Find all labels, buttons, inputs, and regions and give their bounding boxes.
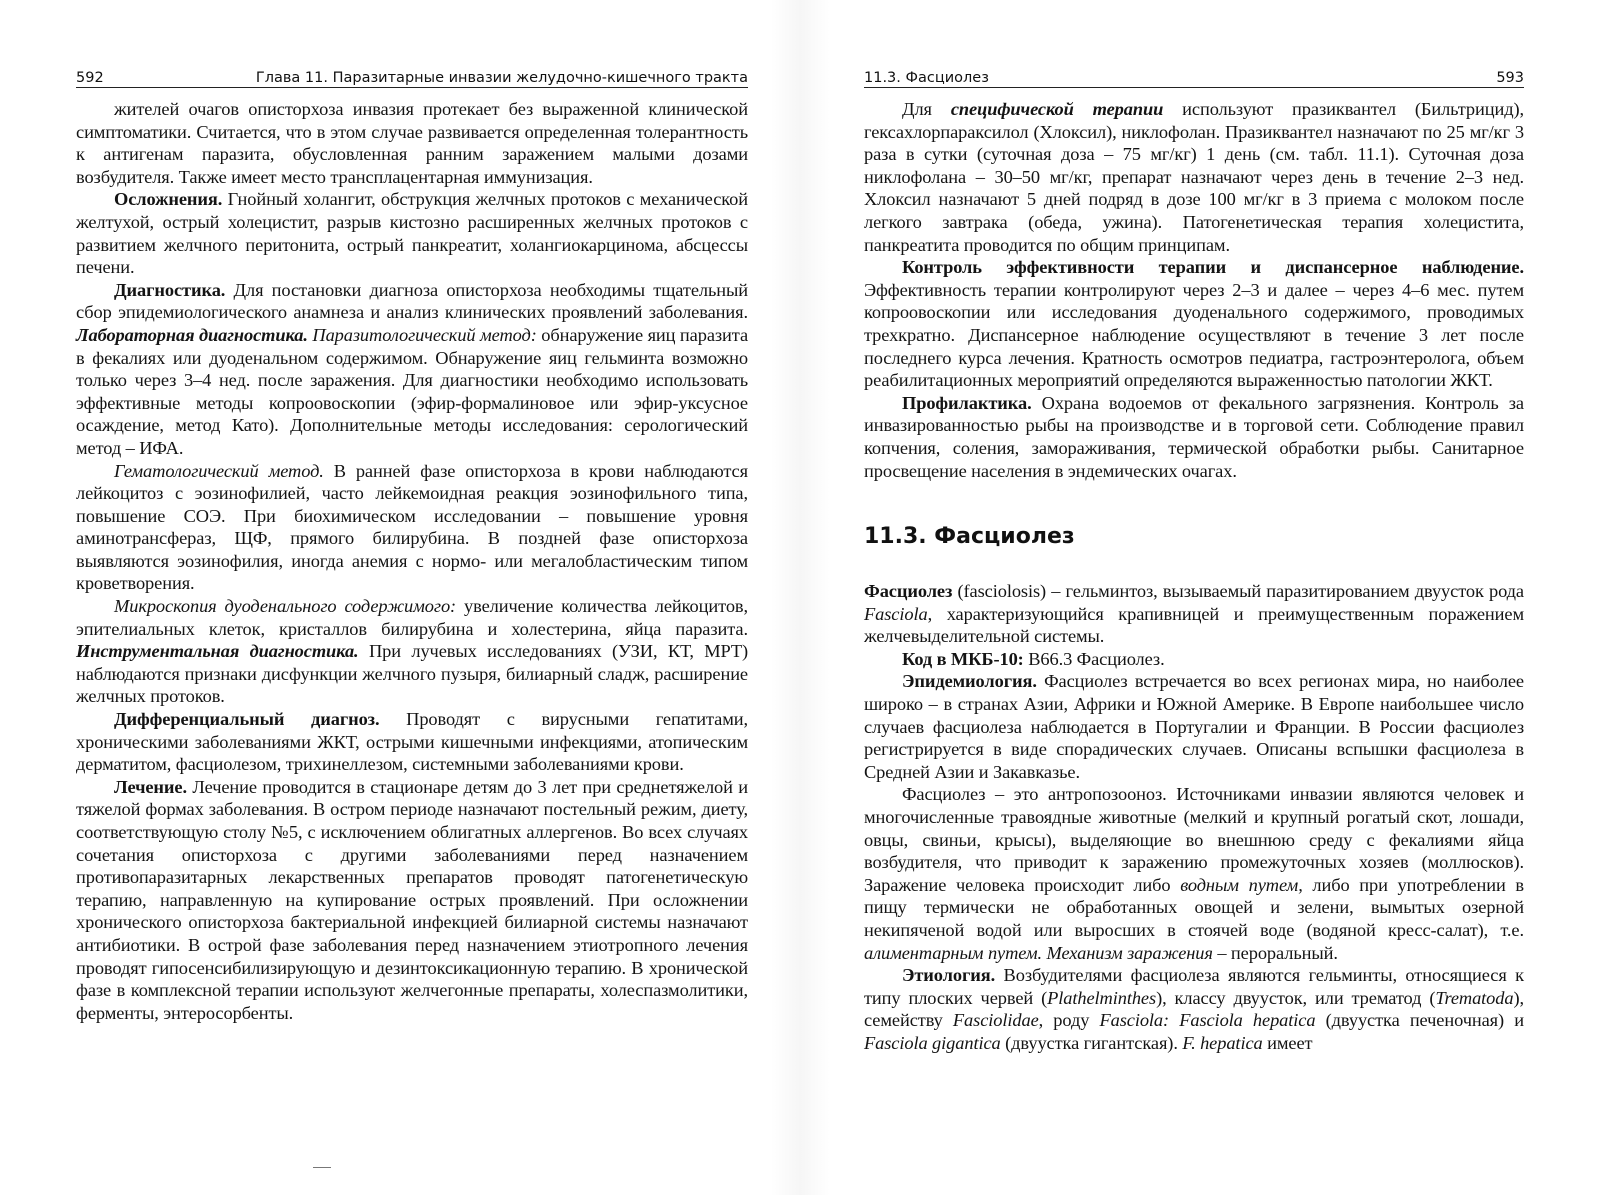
paragraph: [864, 648, 1524, 671]
text-run: Проводят с вирусными гепатитами, хроническими заболеваниями ЖКТ, острыми кишечными инфекциями, атопическим дерматитом, фасциолезом, трихинеллезом, системными заболеваниями крови.: [76, 709, 748, 775]
paragraph: [864, 964, 1524, 1054]
emphasis-text: Осложнения.: [114, 189, 223, 210]
paragraph: [76, 98, 748, 188]
text-run: В ранней фазе описторхоза в крови наблюдаются лейкоцитоз с эозинофилией, часто лейкемоидная реакция эозинофильного типа, повышение СОЭ. При биохимическом исследовании – повышение уровня аминотрансфераз, ЩФ, прямого билирубина. В поздней фазе описторхоза выявляются эозинофилия, иногда анемия с нормо- или мегалобластическим типом кроветворения.: [76, 460, 748, 594]
page-number: 592: [76, 70, 104, 86]
paragraph: [864, 783, 1524, 964]
emphasis-text: специфической терапии: [950, 99, 1164, 119]
emphasis-text: Fasciola gigantica: [864, 1032, 1001, 1053]
emphasis-text: Паразитологический метод:: [312, 324, 537, 345]
section-heading: 11.3. Фасциолез: [864, 524, 1075, 550]
text-run: Лечение проводится в стационаре детям до 3 лет при среднетяжелой и тяжелой формах заболевания. В остром периоде назначают постельный режим, диету, соответствующую столу №5, с исключением облигатных аллергенов. Во всех случаях сочетания описторхоза с другими заболеваниями перед назначением противопаразитарных лекарственных препаратов проводят патогенетическую терапию, направленную на купирование острых проявлений. При осложнении хронического описторхоза бактериальной инфекцией билиарной системы назначают антибиотики. В острой фазе заболевания перед назначением этиотропного лечения проводят гипосенсибилизирующую и дезинтоксикационную терапию. В хронической фазе в комплексной терапии используют желчегонные препараты, холеспазмолитики, ферменты, энтеросорбенты.: [76, 776, 748, 1023]
running-head: [864, 70, 1524, 88]
emphasis-text: алиментарным путем. Механизм заражения: [864, 942, 1213, 963]
emphasis-text: Fasciola: [864, 603, 928, 624]
text-run: ), классу двуусток, или трематод (: [1156, 987, 1436, 1008]
text-run: Для: [902, 99, 951, 119]
text-run: – пероральный.: [1212, 942, 1338, 963]
text-run: B66.3 Фасциолез.: [1023, 648, 1165, 669]
text-run: (двуустка гигантская).: [1000, 1032, 1183, 1053]
emphasis-text: Этиология.: [902, 965, 996, 986]
page-body-text: [864, 98, 1524, 482]
emphasis-text: Fasciolidae: [952, 1010, 1039, 1031]
paragraph: [76, 595, 748, 708]
emphasis-text: Диагностика.: [114, 279, 226, 300]
right-page: [864, 70, 1524, 1055]
text-run: Охрана водоемов от фекального загрязнения. Контроль за инвазированностью рыбы на производстве и в торговой сети. Соблюдение правил копчения, соления, замораживания, термической обработки рыбы. Санитарное просвещение населения в эндемических очагах.: [864, 392, 1524, 481]
emphasis-text: Эпидемиология.: [902, 671, 1037, 692]
text-run: жителей очагов описторхоза инвазия протекает без выраженной клинической симптоматики. Считается, что в этом случае развивается определенная толерантность к антигенам паразита, обусловленная ранним заражением малыми дозами возбудителя. Также имеет место трансплацентарная иммунизация.: [76, 99, 748, 187]
section-title: 11.3. Фасциолез: [864, 70, 989, 86]
text-run: используют празиквантел (Бильтрицид), гексахлорпараксилол (Хлоксил), никлофолан. Празиквантел назначают по 25 мг/кг 3 раза в сутки (суточная доза – 75 мг/кг) 1 день (см. табл. 11.1). Суточная доза никлофолана – 30–50 мг/кг, препарат назначают через день в течение 2–3 нед. Хлоксил назначают 5 дней подряд в дозе 100 мг/кг в 3 приема с молоком после легкого завтрака (обеда, ужина). Патогенетическая терапия холецистита, панкреатита проводится по общим принципам.: [864, 99, 1524, 255]
emphasis-text: Лечение.: [114, 776, 187, 797]
emphasis-text: Профилактика.: [902, 392, 1032, 413]
emphasis-text: Контроль эффективности терапии и диспансерное наблюдение.: [902, 257, 1524, 278]
paragraph: [864, 256, 1524, 392]
text-run: увеличение количества лейкоцитов, эпителиальных клеток, кристаллов билирубина и холестерина, яйца паразита.: [76, 596, 748, 639]
emphasis-text: Лабораторная диагностика.: [76, 324, 308, 345]
emphasis-text: Plathelminthes: [1047, 987, 1157, 1008]
page-body-text: [864, 580, 1524, 1054]
emphasis-text: Код в МКБ-10:: [902, 648, 1024, 669]
paragraph: [864, 392, 1524, 482]
paragraph: [76, 708, 748, 776]
running-head: [76, 70, 748, 88]
emphasis-text: водным путем,: [1180, 874, 1303, 895]
text-run: (fasciolosis) – гельминтоз, вызываемый паразитированием двуусток рода: [952, 581, 1524, 602]
emphasis-text: Trematoda: [1435, 987, 1514, 1008]
emphasis-text: Фасциолез: [864, 581, 953, 602]
paragraph: [76, 776, 748, 1025]
left-page: [76, 70, 748, 1024]
paragraph: [864, 580, 1524, 648]
paragraph: [864, 98, 1524, 256]
emphasis-text: Дифференциальный диагноз.: [114, 709, 380, 730]
emphasis-text: Микроскопия дуоденального содержимого:: [114, 596, 457, 617]
text-run: При лучевых исследованиях (УЗИ, КТ, МРТ) наблюдаются признаки дисфункции желчного пузыря, билиарный сладж, расширение желчных протоков.: [76, 641, 749, 707]
book-gutter: [770, 0, 830, 1195]
page-edge-mark: [313, 1167, 331, 1168]
text-run: обнаружение яиц паразита в фекалиях или дуоденальном содержимом. Обнаружение яиц гельминта возможно только через 3–4 нед. после заражения. Для диагностики необходимо использовать эффективные методы копроовоскопии (эфир-формалиновое или эфир-уксусное осаждение, метод Като). Дополнительные методы исследования: серологический метод – ИФА.: [76, 324, 749, 458]
text-run: , роду: [1038, 1010, 1100, 1031]
emphasis-text: F. hepatica: [1182, 1032, 1263, 1053]
text-run: имеет: [1262, 1032, 1313, 1053]
text-run: либо при употреблении в пищу термически не обработанных овощей и зелени, вымытых озерной некипяченой водой или выросших в стоячей воде (водяной кресс-салат), т.е.: [864, 874, 1525, 940]
text-run: Для постановки диагноза описторхоза необходимы тщательный сбор эпидемиологического анамнеза и анализ клинических проявлений заболевания.: [76, 279, 748, 323]
text-run: ), семейству: [864, 987, 1524, 1031]
paragraph: [76, 460, 748, 596]
text-run: Фасциолез встречается во всех регионах мира, но наиболее широко – в странах Азии, Африки и Южной Америке. В Европе наибольшее число случаев фасциолеза наблюдается в Португалии и Франции. В России фасциолез регистрируется в виде спорадических случаев. Описаны вспышки фасциолеза в Средней Азии и Закавказье.: [864, 671, 1524, 782]
page-body-text: [76, 98, 748, 1024]
text-run: Гнойный холангит, обструкция желчных протоков с механической желтухой, острый холецистит, разрыв кистозно расширенных желчных протоков с развитием желчного перитонита, острый панкреатит, холангиокарцинома, абсцессы печени.: [76, 189, 748, 278]
paragraph: [76, 279, 748, 460]
emphasis-text: Гематологический метод.: [114, 460, 324, 481]
paragraph: [864, 670, 1524, 783]
text-run: , характеризующийся крапивницей и преимущественным поражением желчевыделительной системы.: [864, 603, 1524, 647]
page-number: 593: [1496, 70, 1524, 86]
text-run: Фасциолез – это антропозооноз. Источниками инвазии являются человек и многочисленные травоядные животные (мелкий и крупный рогатый скот, лошади, овцы, свиньи, крысы), выделяющие во внешнюю среду с фекалиями яйца возбудителя, что приводит к заражению промежуточных хозяев (моллюсков). Заражение человека происходит либо: [864, 784, 1524, 895]
paragraph: [76, 188, 748, 278]
text-run: Эффективность терапии контролируют через 2–3 и далее – через 4–6 мес. путем копроовоскопии или исследования дуоденального содержимого, проводимых трехкратно. Диспансерное наблюдение осуществляют в течение 3 лет после последнего курса лечения. Кратность осмотров педиатра, гастроэнтеролога, объем реабилитационных мероприятий определяются выраженностью патологии ЖКТ.: [864, 279, 1524, 391]
emphasis-text: Fasciola: Fasciola hepatica: [1099, 1010, 1316, 1031]
text-run: Возбудителями фасциолеза являются гельминты, относящиеся к типу плоских червей (: [864, 965, 1524, 1008]
emphasis-text: Инструментальная диагностика.: [76, 641, 359, 662]
chapter-title: Глава 11. Паразитарные инвазии желудочно-кишечного тракта: [255, 70, 748, 86]
text-run: (двуустка печеночная) и: [1315, 1010, 1524, 1031]
